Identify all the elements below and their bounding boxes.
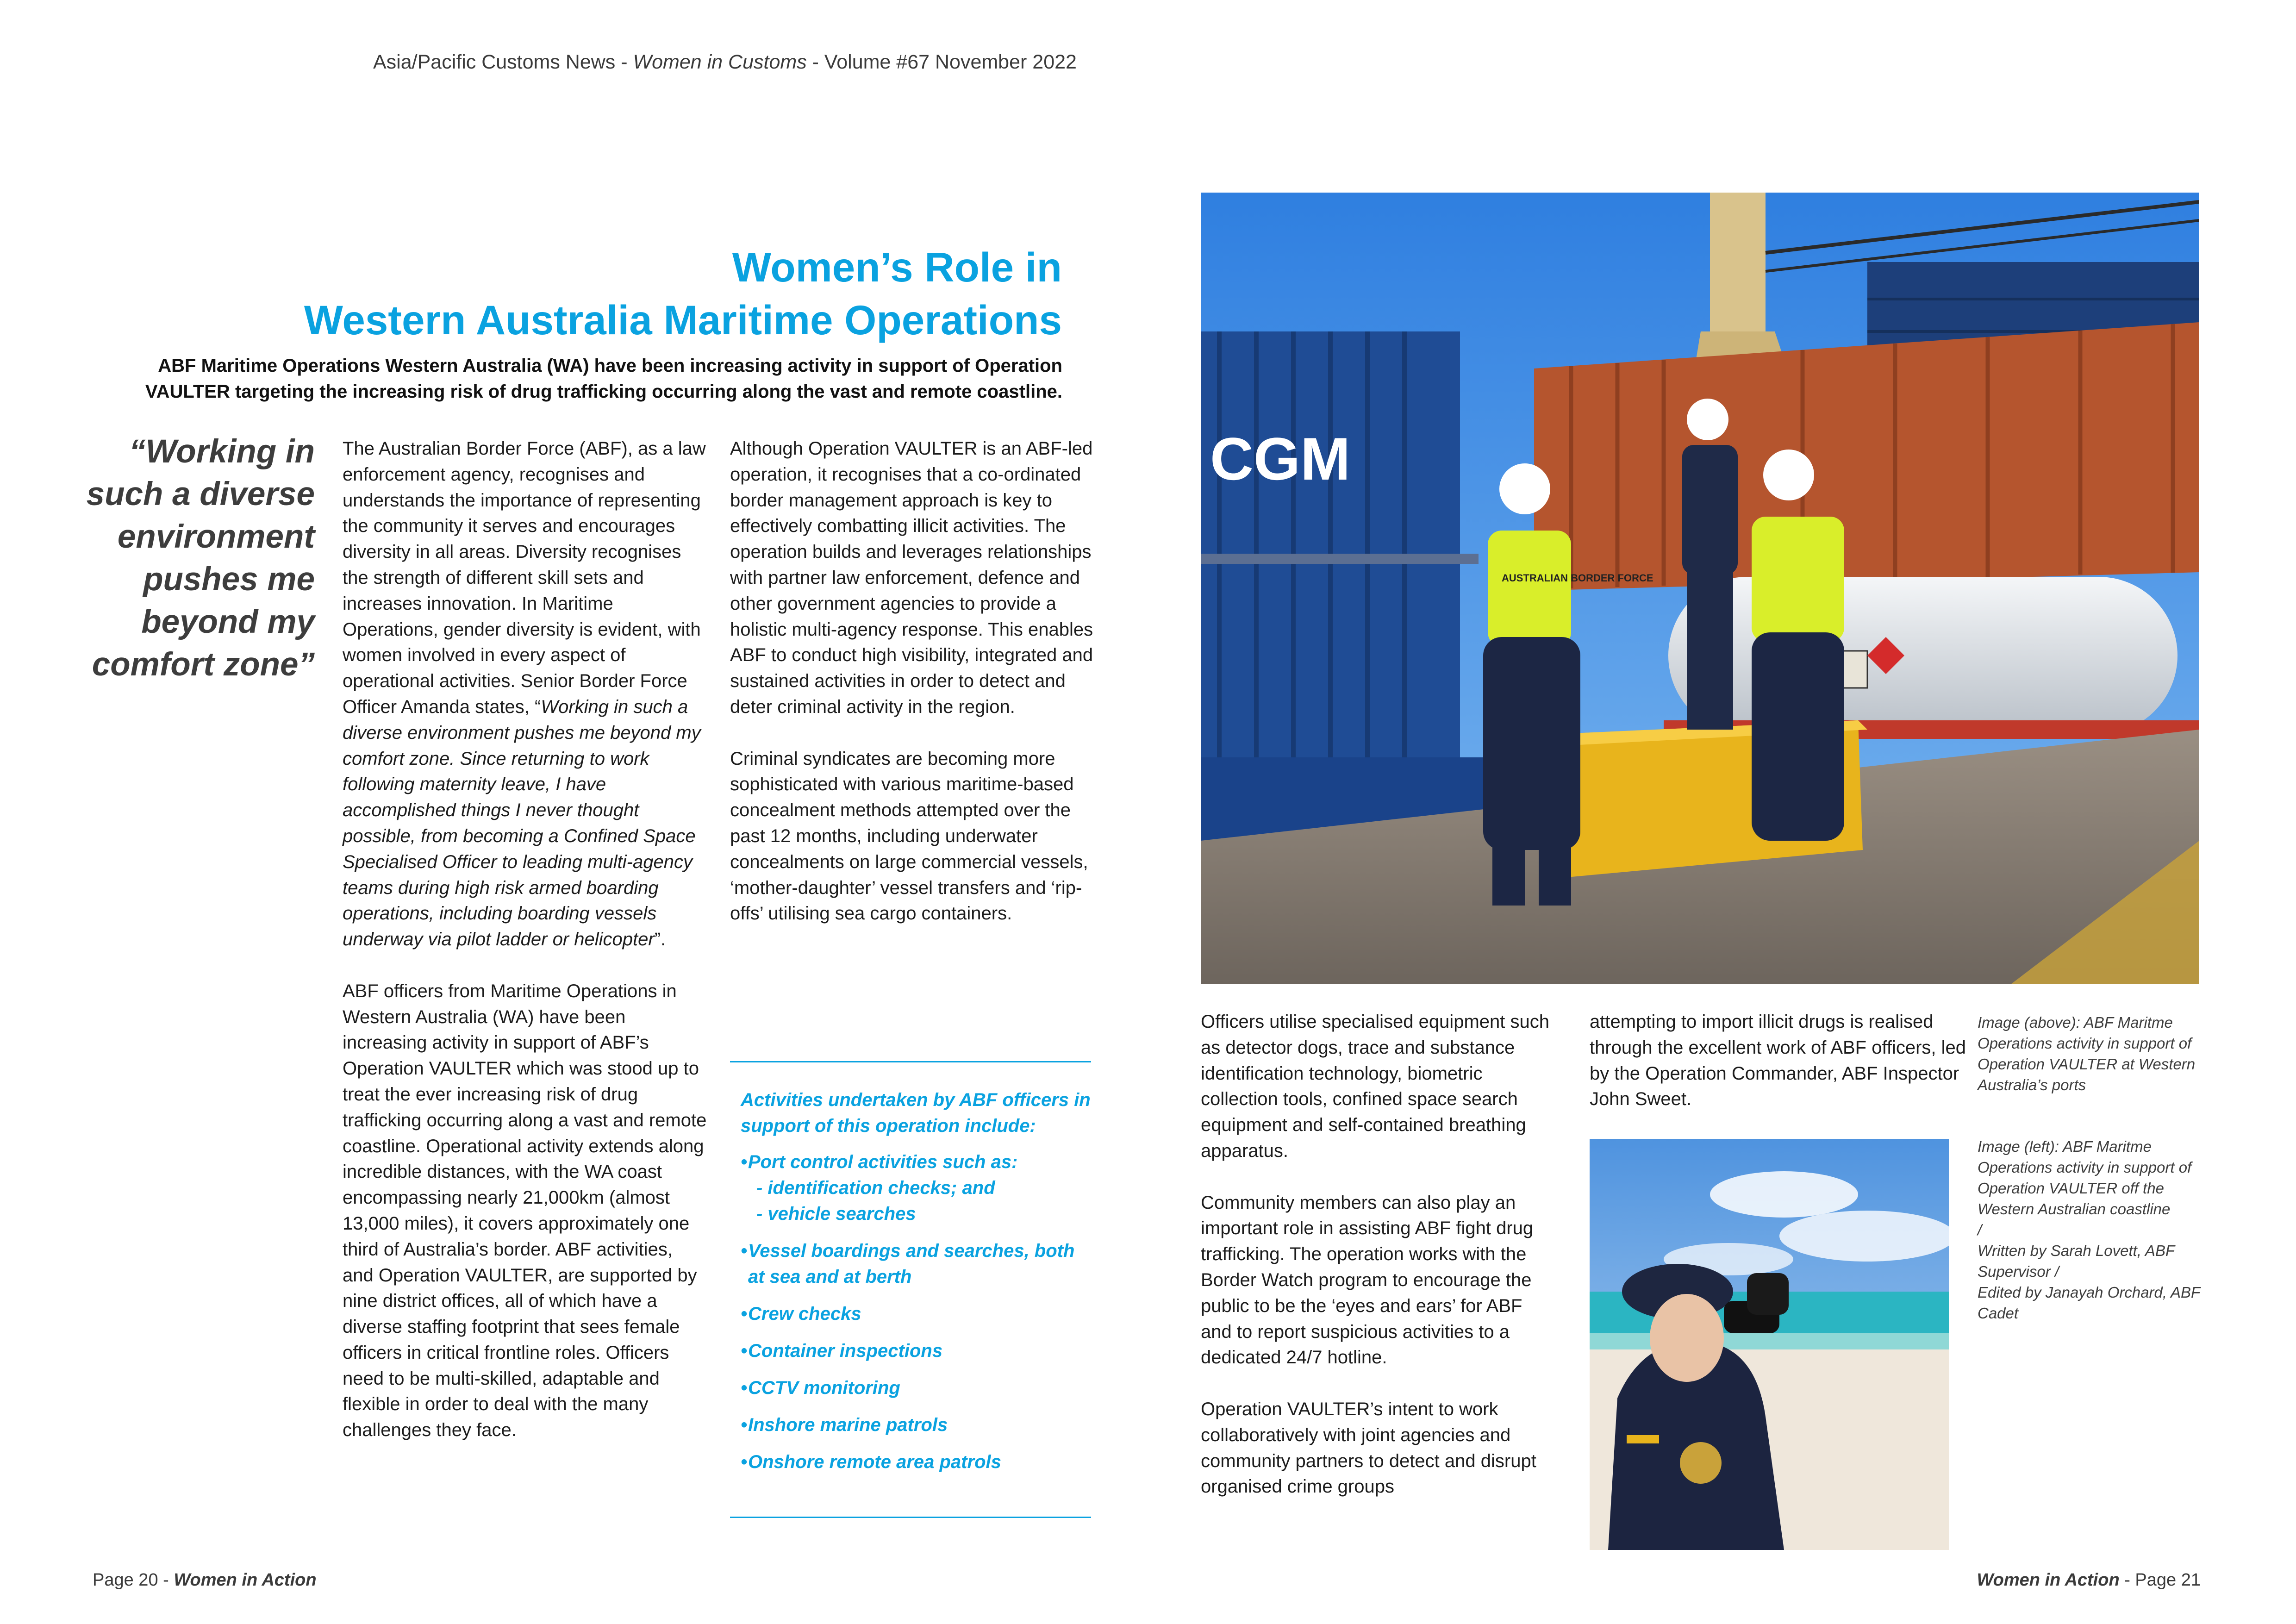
paragraph: ABF officers from Maritime Operations in Western Australia (WA) have been increasing activity in support of ABF’s Operation VAULTER which was stood up to treat the ever increasing risk of drug trafficking occurring along a vast and remote coastline. Operational activity extends along incredible distances, with the WA coast encompassing nearly 21,000km (almost 13,000 miles), it covers approximately one third of Australia’s border. ABF activities, and Operation VAULTER, are supported by nine district offices, all of which have a diverse staffing footprint that sees female officers in critical frontline roles. Officers need to be multi-skilled, adaptable and flexible in order to deal with the many challenges they face. — [343, 981, 707, 1441]
caption-above: Image (above): ABF Maritme Operations activity in support of Operation VAULTER at Western Australia’s ports — [1978, 1014, 2196, 1093]
list-item — [741, 1412, 1092, 1438]
bullet-icon: • — [741, 1304, 748, 1324]
paragraph: Operation VAULTER’s intent to work collaboratively with joint agencies and community partners to detect and disrupt organised crime groups — [1201, 1399, 1536, 1497]
text-column-3 — [1201, 1009, 1557, 1500]
container-logo: CGM — [1210, 425, 1351, 493]
coastline-officer-photo — [1590, 1139, 1949, 1550]
box-intro: Activities undertaken by ABF officers in support of this operation include: — [741, 1090, 1091, 1136]
caption-separator: / — [1978, 1221, 1982, 1238]
item-text: Container inspections — [748, 1341, 943, 1361]
item-text: Onshore remote area patrols — [748, 1452, 1001, 1472]
footer-right — [1977, 1570, 2201, 1590]
box-bottom-rule — [730, 1517, 1091, 1518]
item-text: Crew checks — [748, 1304, 861, 1324]
quote-close: ”. — [654, 929, 666, 950]
port-operations-photo — [1201, 193, 2199, 984]
list-item — [741, 1149, 1092, 1227]
bullet-icon: • — [741, 1341, 748, 1361]
paragraph: Officers utilise specialised equipment such as detector dogs, trace and substance identification technology, biometric collection tools, confined space search equipment and self-contained breathing apparatus. — [1201, 1012, 1549, 1161]
list-item — [741, 1338, 1092, 1364]
list-item — [741, 1375, 1092, 1401]
text-column-4 — [1590, 1009, 1969, 1112]
caption-left: Image (left): ABF Maritme Operations activity in support of Operation VAULTER off the Western Australian coastline — [1978, 1138, 2192, 1218]
list-item — [741, 1238, 1092, 1290]
bullet-icon: • — [741, 1241, 748, 1261]
vest-label: AUSTRALIAN BORDER FORCE — [1502, 572, 1653, 584]
footer-left — [93, 1570, 317, 1590]
box-top-rule — [730, 1061, 1091, 1062]
header-section: Women in Customs — [633, 51, 807, 73]
page-number-left: Page 20 - — [93, 1570, 174, 1590]
sub-item: - vehicle searches — [756, 1204, 916, 1224]
publication-header — [373, 51, 1077, 74]
paragraph-text: The Australian Border Force (ABF), as a law enforcement agency, recognises and understands the importance of representing the community it serves and encourages diversity in all areas. Diversity recognises the strength of different skill sets and increases innovation. In Maritime Operations, gender diversity is evident, with women involved in every aspect of operational activities. Senior Border Force Officer Amanda states, “ — [343, 438, 706, 717]
caption-author: Written by Sarah Lovett, ABF Supervisor / — [1978, 1242, 2175, 1280]
caption-left-block — [1978, 1136, 2209, 1324]
paragraph: Although Operation VAULTER is an ABF-led operation, it recognises that a co-ordinated border management approach is key to effectively combatting illicit activities. The operation builds and leverages relationships with partner law enforcement, defence and other government agencies to provide a holistic multi-agency response. This enables ABF to conduct high visibility, integrated and sustained activities in order to detect and deter criminal activity in the region. — [730, 438, 1093, 717]
paragraph: attempting to import illicit drugs is realised through the excellent work of ABF officers, led by the Operation Commander, ABF Inspector John Sweet. — [1590, 1012, 1966, 1110]
footer-section-right: Women in Action — [1977, 1570, 2120, 1590]
item-text: Port control activities such as: — [748, 1152, 1018, 1172]
pull-quote: “Working in such a diverse environment pushes me beyond my comfort zone” — [86, 433, 315, 683]
sub-item: - identification checks; and — [756, 1178, 995, 1198]
list-item — [741, 1301, 1092, 1327]
article-title — [44, 241, 1062, 346]
text-column-1 — [343, 436, 708, 1443]
item-text: CCTV monitoring — [748, 1378, 900, 1398]
amanda-quote: Working in such a diverse environment pushes me beyond my comfort zone. Since returning to work following maternity leave, I have accomplished things I never thought possible, from becoming a Confined Space Specialised Officer to leading multi-agency teams during high risk armed boarding operations, including boarding vessels underway via pilot ladder or helicopter — [343, 696, 701, 950]
paragraph: Community members can also play an important role in assisting ABF fight drug trafficking. The operation works with the Border Watch program to encourage the public to be the ‘eyes and ears’ for ABF and to report suspicious activities to a dedicated 24/7 hotline. — [1201, 1192, 1534, 1368]
text-column-2 — [730, 436, 1096, 927]
item-text: Vessel boardings and searches, both at sea and at berth — [748, 1241, 1075, 1287]
item-text: Inshore marine patrols — [748, 1415, 948, 1435]
paragraph: Criminal syndicates are becoming more sophisticated with various maritime-based concealment methods attempted over the past 12 months, including underwater concealments on large commercial vessels, ‘mother-daughter’ vessel transfers and ‘rip-offs’ utilising sea cargo containers. — [730, 748, 1088, 924]
bullet-icon: • — [741, 1378, 748, 1398]
page-number-right: - Page 21 — [2119, 1570, 2201, 1590]
bullet-icon: • — [741, 1452, 748, 1472]
bullet-icon: • — [741, 1152, 748, 1172]
paragraph — [343, 436, 708, 953]
bullet-icon: • — [741, 1415, 748, 1435]
activities-box — [741, 1087, 1092, 1486]
list-item — [741, 1449, 1092, 1475]
title-line-1: Women’s Role in — [732, 244, 1062, 290]
article-lead: ABF Maritime Operations Western Australia (WA) have been increasing activity in support of Operation VAULTER targeting the increasing risk of drug trafficking occurring along the vast and remote coastline. — [145, 356, 1062, 402]
header-volume: - Volume #67 November 2022 — [806, 51, 1077, 73]
caption-editor: Edited by Janayah Orchard, ABF Cadet — [1978, 1284, 2200, 1322]
title-line-2: Western Australia Maritime Operations — [304, 297, 1062, 343]
footer-section-left: Women in Action — [174, 1570, 317, 1590]
header-text: Asia/Pacific Customs News - — [373, 51, 633, 73]
